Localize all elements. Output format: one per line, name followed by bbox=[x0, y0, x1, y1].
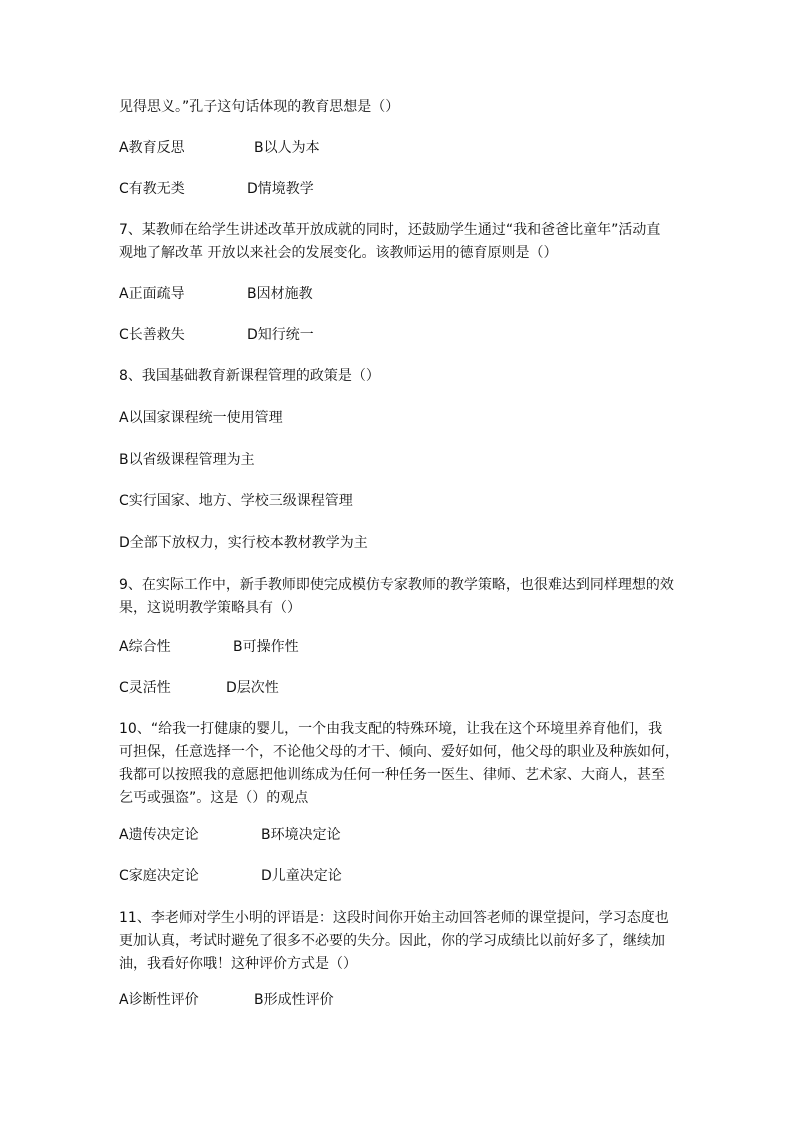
q8-option-d[interactable]: D全部下放权力，实行校本教材教学为主 bbox=[119, 535, 368, 551]
stem-line: 10、“给我一打健康的婴儿，一个由我支配的特殊环境，让我在这个环境里养育他们，我 bbox=[119, 721, 663, 737]
q7-option-c[interactable]: C长善救失 bbox=[119, 327, 185, 343]
q9-option-c[interactable]: C灵活性 bbox=[119, 680, 171, 696]
q8-option-c[interactable]: C实行国家、地方、学校三级课程管理 bbox=[119, 493, 353, 509]
q6-option-c[interactable]: C有教无类 bbox=[119, 181, 185, 197]
stem-line: 8、我国基础教育新课程管理的政策是（） bbox=[119, 368, 380, 384]
q7-option-b[interactable]: B因材施教 bbox=[247, 286, 313, 302]
q7-option-a[interactable]: A正面疏导 bbox=[119, 286, 185, 302]
q6-option-b[interactable]: B以人为本 bbox=[254, 140, 320, 156]
question-8-stem bbox=[119, 365, 380, 388]
q6-option-a[interactable]: A教育反思 bbox=[119, 140, 185, 156]
stem-line: 见得思义。”孔子这句话体现的教育思想是（） bbox=[119, 99, 400, 115]
q10-option-c[interactable]: C家庭决定论 bbox=[119, 868, 199, 884]
q6-option-d[interactable]: D情境教学 bbox=[247, 181, 314, 197]
stem-line: 可担保，任意选择一个，不论他父母的才干、倾向、爱好如何，他父母的职业及种族如何， bbox=[119, 744, 679, 760]
question-6-stem bbox=[119, 96, 399, 119]
stem-line: 油，我看好你哦！这种评价方式是（） bbox=[119, 956, 357, 972]
q10-option-a[interactable]: A遗传决定论 bbox=[119, 827, 199, 843]
q8-option-b[interactable]: B以省级课程管理为主 bbox=[119, 452, 255, 468]
stem-line: 更加认真，考试时避免了很多不必要的失分。因此，你的学习成绩比以前好多了，继续加 bbox=[119, 933, 665, 949]
q10-option-d[interactable]: D儿童决定论 bbox=[261, 868, 342, 884]
q11-option-b[interactable]: B形成性评价 bbox=[254, 992, 334, 1008]
q9-option-b[interactable]: B可操作性 bbox=[233, 639, 299, 655]
stem-line: 观地了解改革 开放以来社会的发展变化。该教师运用的德育原则是（） bbox=[119, 245, 558, 261]
stem-line: 7、某教师在给学生讲述改革开放成就的同时，还鼓励学生通过“我和爸爸比童年”活动直 bbox=[119, 222, 661, 238]
q9-option-d[interactable]: D层次性 bbox=[226, 680, 279, 696]
question-10-stem bbox=[119, 718, 679, 810]
stem-line: 果，这说明教学策略具有（） bbox=[119, 600, 301, 616]
question-11-stem bbox=[119, 907, 669, 976]
q11-option-a[interactable]: A诊断性评价 bbox=[119, 992, 199, 1008]
stem-line: 9、在实际工作中，新手教师即使完成模仿专家教师的教学策略，也很难达到同样理想的效 bbox=[119, 577, 674, 593]
q10-option-b[interactable]: B环境决定论 bbox=[261, 827, 341, 843]
q9-option-a[interactable]: A综合性 bbox=[119, 639, 171, 655]
question-7-stem bbox=[119, 219, 660, 265]
q8-option-a[interactable]: A以国家课程统一使用管理 bbox=[119, 410, 283, 426]
stem-line: 乞丐或强盗”。这是（）的观点 bbox=[119, 790, 309, 806]
stem-line: 11、李老师对学生小明的评语是：这段时间你开始主动回答老师的课堂提问，学习态度也 bbox=[119, 910, 669, 926]
question-9-stem bbox=[119, 574, 674, 620]
stem-line: 我都可以按照我的意愿把他训练成为任何一种任务一医生、律师、艺术家、大商人，甚至 bbox=[119, 767, 665, 783]
q7-option-d[interactable]: D知行统一 bbox=[247, 327, 314, 343]
